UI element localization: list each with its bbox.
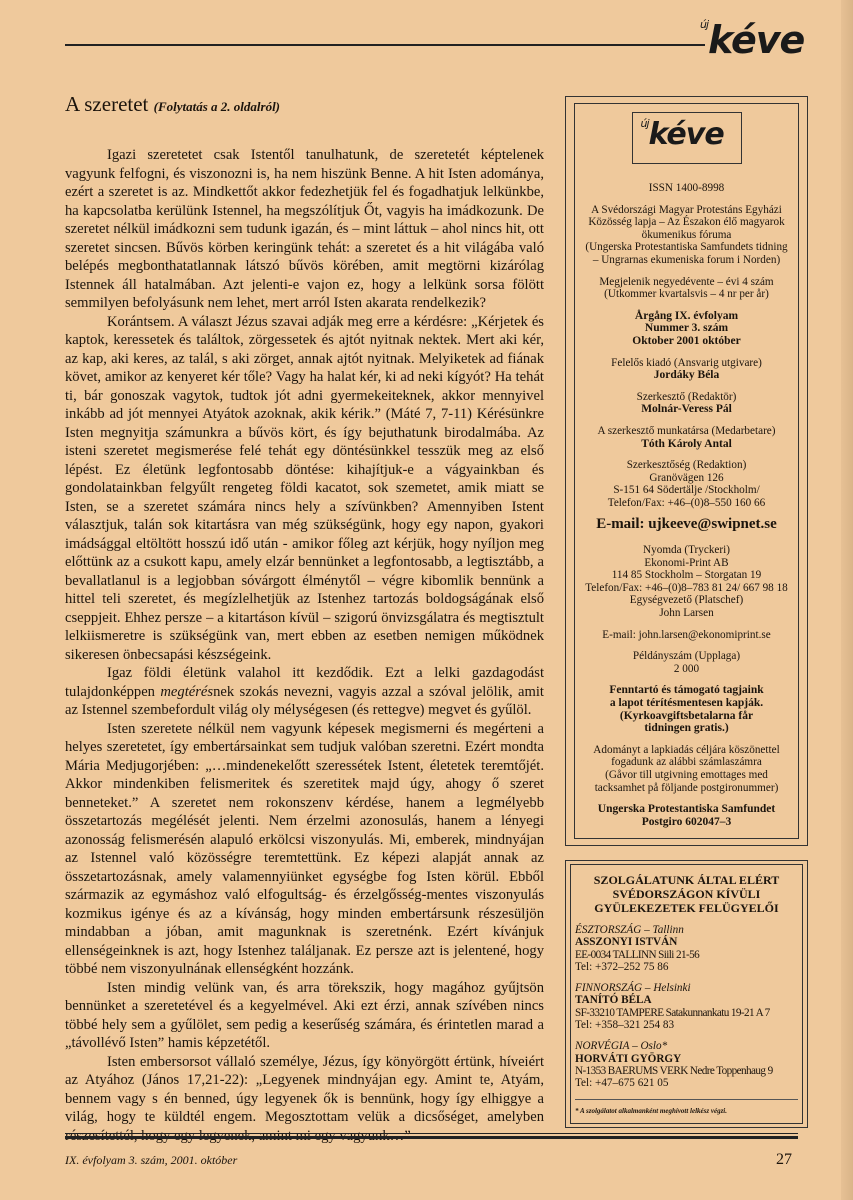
text-line: Ungerska Protestantiska Samfundet [597,803,776,816]
publisher: Felelős kiadó (Ansvarig utgivare) Jordáky Béla [611,356,762,382]
text-line: 114 85 Stockholm – Storgatan 19 [611,569,762,582]
printer-info [575,544,798,620]
text-line: John Larsen [659,607,714,620]
text-line: Adományt a lapkiadás céljára köszönettel [593,743,780,756]
text-line: Szerkesztőség (Redaktion) [626,459,747,472]
text-line: tidningen gratis.) [644,722,729,735]
paragraph: Igazi szeretetet csak Istentől tanulhatunk, de szeretetét képtelenek vagyunk felfogni, és viszonozni is, ha nem hiszünk Benne. A hit Isten adománya, ezért a szeretet is az. Mindkettőt akkor fedezhetjük fel és fogadhatjuk lelkünkbe, ha kapcsolatba kerülünk Istennel, ha megszólítjuk Őt, vagyis ha imádkozunk. De szeretet nélkül imádkozni sem tudunk igazán, és – mint láttuk – ahol nincs hit, ott szeretet sincsen. Bűvös körben keringünk tehát: a szeretet és a hit világába való belépés megbonthatatlannak látszó bűvös körében, amit megtörni kizárólag Istennek áll hatalmában. Azt jelenti-e vajon ez, hogy a lelkünk sorsa fölött semmilyen befolyásunk nem lehet, mert arról Isten akarata rendelkezik? [65,147,544,311]
issn: ISSN 1400-8998 [648,182,725,194]
text-line: (Ungerska Protestantiska Samfundets tidning [585,241,788,254]
text-line: S-151 64 Södertälje /Stockholm/ [613,484,760,497]
donation-note [575,744,798,794]
continuation-note: (Folytatás a 2. oldalról) [153,99,281,114]
frequency [575,276,798,301]
text-line: (Gåvor till utgivning emottages med [605,768,768,781]
text-line: SZOLGÁLATUNK ÁLTAL ELÉRT [593,873,780,887]
issue-info [575,310,798,348]
header-rule [65,44,705,46]
page-edge [841,0,853,1200]
contact-entry [575,1040,798,1089]
article-title: A szeretet (Folytatás a 2. oldalról) [65,92,281,116]
text-line: Oktober 2001 október [632,334,741,347]
text-line: Egységvezető (Platschef) [629,594,744,607]
contact-place: ÉSZTORSZÁG – Tallinn [575,924,684,936]
description [575,204,798,267]
contact-entry [575,982,798,1031]
contact-tel: Tel: +358–321 254 83 [575,1019,675,1032]
text-line: Årgång IX. évfolyam [634,309,739,322]
copies [575,650,798,675]
text-line: tacksamhet på följande postgironummer) [594,781,779,794]
text-line: Példányszám (Upplaga) [632,650,741,663]
text-line: (Kyrkoavgiftsbetalarna får [619,709,754,722]
contact-name: HORVÁTI GYÖRGY [575,1052,682,1065]
text-line: Telefon/Fax: +46–(0)8–550 160 66 [607,496,766,509]
masthead-box [565,96,808,846]
email-link[interactable]: E-mail: ujkeeve@swipnet.se [596,516,777,533]
footer-issue: IX. évfolyam 3. szám, 2001. október [65,1153,238,1167]
text-line: (Utkommer kvartalsvis – 4 nr per år) [604,288,769,301]
text-line: SVÉDORSZÁGON KÍVÜLI [612,887,761,901]
footnote: * A szolgálatot alkalmanként meghívott lelkész végzi. [575,1099,798,1117]
footer-rule [65,1133,798,1134]
paragraph: Isten szeretete nélkül nem vagyunk képesek megismerni és megérteni a helyes szeretetet, így embertársainkat sem tudjuk valóban szeretni. Ezért mondta Mária Medjugorjében: „…mindenekelőtt szeressétek Istent, életetek teremtőjét. Akkor mindenkiben felismeritek és szeretitek majd úgy, ahogy ő szeret benneteket.” A szeretet nem rokonszenv kérdése, hanem a legmélyebb összetartozás megélését jelenti. Nem érzelmi azonosulás, hanem a lényegi azonosság felismerésén alapuló erkölcsi viszonyulás. Mi, emberek, mindnyájan az Istennel való közösségre teremtettünk. Ez képezi alapját annak az összetartozásnak, amely valamennyiünket egységbe fog Isten körül. Ebből származik az egymáshoz való elfogultság- és érzelgősség-mentes viszonyulás kozmikus igénye és az a kívánság, hogy minden embertársunk részesüljön mindabban a jóban, amit magunknak is szeretnénk. Ezért kívánjuk ellenségeinknek is azt, hogy Istenhez találjanak. Ez persze azt is jelentené, hogy többé nem viszonyulnának ellenségként hozzánk. [65,720,544,977]
text-line: 2 000 [673,662,700,675]
free-copies-note [575,684,798,734]
contact-address: N-1353 BAERUMS VERK Nedre Toppenhaug 9 [575,1064,773,1077]
printer-email[interactable]: E-mail: john.larsen@ekonomiprint.se [602,628,771,641]
text-line: GYÜLEKEZETEK FELÜGYELŐI [594,901,779,915]
text-line: Granövägen 126 [649,471,724,484]
footer-rule-thick [65,1136,798,1139]
text-line: fogadunk az alábbi számlaszámra [611,756,762,769]
text-line: a lapot térítésmentesen kapják. [609,697,764,709]
paragraph: Isten mindig velünk van, és arra törekszik, hogy magához gyűjtsön bennünket a szeretetével és a kegyelmével. Aki ezt érzi, annak szívében nincs többé hely sem a gyűlölet, sem pedig a keserűség számára, és érintetlen marad a „távollévő Isten” hamis képzetétől. [65,979,544,1051]
contact-place: FINNORSZÁG – Helsinki [575,982,691,995]
contact-name: ASSZONYI ISTVÁN [575,936,678,949]
text-line: A Svédországi Magyar Protestáns Egyházi [591,203,782,216]
text-line: Nyomda (Tryckeri) [643,544,730,557]
text-line: Fenntartó és támogató tagjaink [609,684,764,697]
paragraph: Isten embersorsot vállaló személye, Jézus, így könyörgött értünk, híveiért az Atyához (János 17,21-22): „Legyenek mindnyájan egy. Amint te, Atyám, bennem vagy s én benned, úgy legyenek ők is bennünk, hogy így elhiggye a világ, hogy te küldtél engem. Megosztottam velük a dicsőséget, amelyben [65,1053,544,1125]
contact-place: NORVÉGIA – Oslo* [575,1040,668,1053]
text-line: – Ungrarnas ekumeniska forum i Norden) [592,253,781,266]
contact-name: TANÍTÓ BÉLA [575,994,652,1007]
header-logo: $^{új}$kéve [700,18,805,62]
contact-address: EE-0034 TALLINN Siili 21-56 [575,948,700,961]
masthead-logo: $^{új}$kéve [632,112,742,164]
contact-tel: Tel: +47–675 621 05 [575,1077,669,1090]
account-info [575,803,798,828]
coworker: A szerkesztő munkatársa (Medarbetare) Tóth Károly Antal [597,424,776,450]
editor: Szerkesztő (Redaktör) Molnár-Veress Pál [636,390,737,416]
page-number: 27 [776,1151,792,1168]
text-line: Megjelenik negyedévente – évi 4 szám [599,275,774,288]
text-line: Közösség lapja – Az Északon élő magyarok [588,216,785,229]
office-address [575,459,798,509]
overseers-box [565,860,808,1128]
text-line: Nummer 3. szám [644,322,729,335]
article-body [65,146,544,1145]
paragraph: Korántsem. A választ Jézus szavai adják meg erre a kérdésre: „Kérjetek és kaptok, keressetek és találtok, zörgessetek és ajtót nyitnak nektek. Mert aki kér, az kap, aki keres, az talál, s aki zörget, annak ajtót nyitnak. Melyiketek ad fiának követ, amikor az kenyeret kér tőle? Vagy ha halat kér, ki ad neki kígyót? Ha tehát ti, bár gonoszak vagytok, tudtok jót adni gyermekeiteknek, akkor mennyivel inkább ad jót mennyei Atyátok azoknak, akik kérik.” (Máté 7, 7-11) Kérésünkre Isten megnyitja számunkra a bűvös kört, és így bejuthatunk birodalmába. Az isteni szeretet megismerése felé tehát egy döntésünkkel tesszük meg az első lépést. Ez életünk legfontosabb döntése: kihajítjuk-e a vágyainkban és gondolatainkban felgyűlt rengeteg földi kacatot, sok szemetet, amik miatt se Isten, se a szeretet számára nincs hely a szívünkben? Amennyiben Istent választjuk, talán sok kitartásra van még szükségünk, hogy egy napon, gyakori imádsággal eltöltött hosszú idő után - amikor főleg azt kérjük, hogy nyíljon meg előttünk az a csukott kapu, amely elzár bennünket a legfontosabb, a legtisztább, a bevallatlanul is a legjobban sóvárgott élménytől – végre kibomlik bennünk a hittel teli szeretet, és megízlelhetjük az Istenhez tartozás boldogságának első cseppjeit. Ehhez persze – a kitartáson kívül – szigorú önvizsgálatra és megtisztult lelkiismeretre is szükségünk van, mert ebben az esetben nemigen működnek sikeresen önbecsapási készségeink. [65,313,544,663]
overseers-title [575,873,798,915]
contact-address: SF-33210 TAMPERE Satakunnankatu 19-21 A 7 [575,1006,770,1019]
text-line: ökumenikus fóruma [641,228,732,241]
text-line: Ekonomi-Print AB [644,556,729,569]
contact-entry [575,924,798,973]
text-line: Telefon/Fax: +46–(0)8–783 81 24/ 667 98 18 [585,581,788,594]
contact-tel: Tel: +372–252 75 86 [575,960,669,973]
paragraph: Igaz földi életünk valahol itt kezdődik. Ezt a lelki gazdagodást tulajdonképpen megtérésnek szokás nevezni, vagyis azzal a szóval jelölik, amit az Istennel szembefordult világ oly mélységesen (és rettegve) megvet és gyűlöl. [65,665,544,718]
text-line: Postgiro 602047–3 [641,815,732,828]
